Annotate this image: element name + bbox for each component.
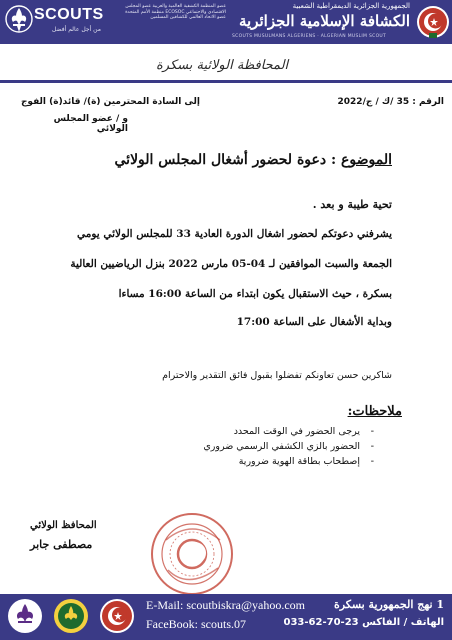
letterhead-band (0, 0, 452, 44)
subject-line (100, 152, 392, 168)
official-stamp (148, 510, 236, 598)
signatory-name: مصطفى جابر (30, 538, 93, 551)
greeting: تحية طيبة و بعد . (312, 198, 392, 211)
body-line-3: بسكرة ، حيث الاستقبال يكون ابتداء من الساعة 16:00 مساءا (118, 288, 392, 300)
office-title: المحافظة الولائية بسكرة (156, 58, 289, 73)
republic-name: الجمهورية الجزائرية الديمقراطية الشعبية (292, 2, 410, 10)
scout-emblem-icon (52, 597, 90, 635)
recipient-line-1: إلى السادة المحترمين (ة)/ قائد(ة) الفوج (20, 97, 200, 107)
body-line-4: وبداية الأشغال على الساعة 17:00 (236, 316, 392, 328)
footer-address: 1 نهج الجمهورية بسكرة (333, 598, 444, 611)
fleur-de-lis-icon (6, 597, 44, 635)
scouts-wordmark: SCOUTS (34, 6, 104, 23)
note-item: -يرجى الحضور في الوقت المحدد (233, 426, 374, 437)
organization-english-name: SCOUTS MUSULMANS ALGERIENS · ALGERIAN MUSLIM SCOUT (232, 34, 387, 39)
fleur-de-lis-icon (4, 3, 34, 39)
footer-email: E-Mail: scoutbiskra@yahoo.com (146, 598, 306, 612)
scouts-tagline: من أجل عالم أفضل (52, 26, 101, 33)
footer-band (0, 594, 452, 640)
recipient-line-2: و / عضو المجلس الولائي (53, 114, 128, 134)
subject-text: : دعوة لحضور أشغال المجلس الولائي (114, 152, 337, 168)
note-item: -الحضور بالزي الكشفي الرسمي ضروري (203, 441, 374, 452)
footer-phone: الهاتف / الفاكس 23-70-62-033 (283, 617, 444, 628)
note-item: -إصطحاب بطاقة الهوية ضرورية (238, 456, 374, 467)
subject-label: الموضوع (341, 152, 392, 168)
membership-text: عضو المنظمة الكشفية العالمية والعربية عضو المجلس الاقتصادي والاجتماعي ECOSOC منظمة الأمم المتحدة عضو الاتحاد العالمي للكشافين المسلمين (125, 4, 226, 20)
footer-facebook: FaceBook: scouts.07 (146, 617, 246, 631)
body-line-2: الجمعة والسبت الموافقين لـ 04-05 مارس 2022 بنزل الرياضيين العالية (70, 258, 392, 270)
office-divider (0, 80, 452, 83)
closing-line: شاكرين حسن تعاونكم تفضلوا بقبول فائق التقدير والاحترام (162, 370, 392, 381)
notes-list (203, 424, 374, 469)
notes-title: ملاحظات: (347, 404, 402, 419)
crescent-star-emblem-icon (98, 597, 136, 635)
body-line-1: يشرفني دعوتكم لحضور اشغال الدورة العادية 33 للمجلس الولائي يومي (76, 228, 392, 240)
reference-number: الرقم : 35 /ك / ج/2022 (337, 97, 444, 107)
signatory-title: المحافظ الولائي (30, 520, 97, 531)
crescent-star-emblem-icon (416, 2, 450, 42)
organization-title: الكشافة الإسلامية الجزائرية (238, 12, 410, 30)
